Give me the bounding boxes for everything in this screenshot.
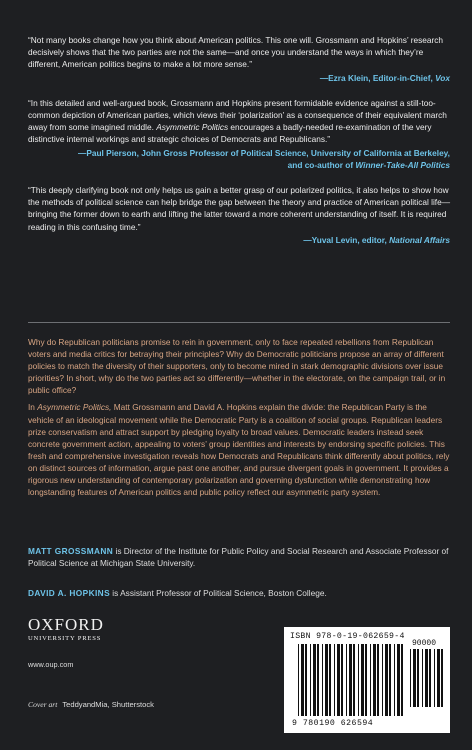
blurb-attribution: —Ezra Klein, Editor-in-Chief, Vox <box>319 72 450 83</box>
description-paragraph: Why do Republican politicians promise to rein in government, only to face repeated rebellions from Republican voters and media critics for betraying their principles? Why do Democratic politicians propose an array of different policies to match the diversity of their supporters, only to become mired in stark demographic divisions over issue priorities? In short, why do the two parties act so differently—whether in the electorate, on the campaign trail, or in public office? <box>28 337 446 396</box>
barcode-bar <box>422 649 423 707</box>
barcode-bar <box>434 649 435 707</box>
book-description <box>28 336 450 503</box>
barcode-bar <box>310 644 311 716</box>
barcode-bar <box>385 644 388 716</box>
barcode-addon-number: 90000 <box>412 639 437 648</box>
barcode-bar <box>298 644 299 716</box>
barcode-bar <box>370 644 371 716</box>
barcode-bar <box>334 644 335 716</box>
barcode-bar <box>437 649 440 707</box>
publisher-imprint: UNIVERSITY PRESS <box>28 635 102 642</box>
blurb-quote: “This deeply clarifying book not only helps us gain a better grasp of our polarized politics, it also helps to show how the methods of political science can help bridge the gap between the theory and practice of American political life—bringing the former down to earth and lifting the latter toward a more coherent understanding of itself. It is required reading in this confusing time.” <box>28 185 451 232</box>
barcode-bar <box>425 649 428 707</box>
barcode-bar <box>313 644 316 716</box>
barcode-bar <box>365 644 367 716</box>
blurb-quote: “In this detailed and well-argued book, Grossmann and Hopkins present formidable evidence against a still-too-common depiction of American parties, which views their ‘polarization’ as a consequence of their equivalent march away from some imagined middle. Asymmetric Politics encourages a badly-needed re-examination of the very distinctive internal workings and strategic choices of Democrats and Republicans.” <box>28 97 447 145</box>
barcode-bar <box>382 644 383 716</box>
barcode-number: 9 780190 626594 <box>292 719 374 728</box>
publisher-logo <box>28 616 138 642</box>
cover-art-credit: Cover art TeddyandMia, Shutterstock <box>28 700 154 709</box>
barcode-bar <box>361 644 364 716</box>
barcode-bar <box>337 644 340 716</box>
isbn-barcode <box>284 627 450 733</box>
barcode-bar <box>305 644 307 716</box>
barcode-bar <box>389 644 391 716</box>
author-bio-grossmann: MATT GROSSMANN is Director of the Institute for Public Policy and Social Research and Associate Professor of Political Science at Michigan State University. <box>28 546 449 569</box>
barcode-bar <box>325 644 328 716</box>
isbn-text: ISBN 978-0-19-062659-4 <box>290 632 405 641</box>
blurb-quote: “Not many books change how you think about American politics. This one will. Grossmann and Hopkins’ research decisively shows that the two parties are not the same—and once you understand the ways in which they’re different, American politics begins to make a lot more sense.” <box>28 35 444 70</box>
barcode-addon-icon <box>410 649 444 707</box>
author-name: MATT GROSSMANN <box>28 546 114 556</box>
divider <box>28 322 450 323</box>
barcode-bar <box>349 644 352 716</box>
publisher-name: OXFORD <box>28 615 104 634</box>
barcode-bar <box>441 649 443 707</box>
blurb-attribution: —Yuval Levin, editor, National Affairs <box>303 234 450 245</box>
blurb-paul-pierson <box>28 97 450 171</box>
publisher-url[interactable]: www.oup.com <box>28 660 74 669</box>
barcode-bar <box>329 644 331 716</box>
barcode-bar <box>417 649 419 707</box>
barcode-bar <box>301 644 304 716</box>
blurb-yuval-levin <box>28 184 450 246</box>
barcode-icon <box>298 644 406 716</box>
description-paragraph: In Asymmetric Politics, Matt Grossmann and David A. Hopkins explain the divide: the Republican Party is the vehicle of an ideological movement while the Democratic Party is a coalition of social groups. Republican leaders prize conservatism and attract support by pledging loyalty to broad values. Democratic leaders instead seek concrete government action, appealing to voters’ group identities and interests by endorsing specific policies. This fresh and comprehensive investigation reveals how Democrats and Republicans think differently about politics, rely on distinct sources of information, argue past one another, and pursue divergent goals in government. It provides a rigorous new understanding of contemporary polarization and governing dysfunction while demonstrating how longstanding features of American politics and public policy reflect our asymmetric party system. <box>28 402 450 498</box>
endorsements <box>28 34 450 259</box>
barcode-bar <box>377 644 379 716</box>
barcode-bar <box>410 649 411 707</box>
barcode-bar <box>317 644 319 716</box>
blurb-attribution: —Paul Pierson, John Gross Professor of Political Science, University of California at Berkeley, and co-author of Winner-Take-All Politics <box>78 147 450 170</box>
author-bio-hopkins: DAVID A. HOPKINS is Assistant Professor of Political Science, Boston College. <box>28 588 327 598</box>
barcode-bar <box>373 644 376 716</box>
barcode-bar <box>413 649 416 707</box>
barcode-bar <box>341 644 343 716</box>
barcode-bar <box>429 649 431 707</box>
blurb-ezra-klein <box>28 34 450 84</box>
barcode-bar <box>346 644 347 716</box>
barcode-bar <box>358 644 359 716</box>
barcode-bar <box>401 644 403 716</box>
barcode-bar <box>353 644 355 716</box>
barcode-bar <box>322 644 323 716</box>
author-name: DAVID A. HOPKINS <box>28 588 110 598</box>
barcode-bar <box>397 644 400 716</box>
barcode-bar <box>394 644 395 716</box>
